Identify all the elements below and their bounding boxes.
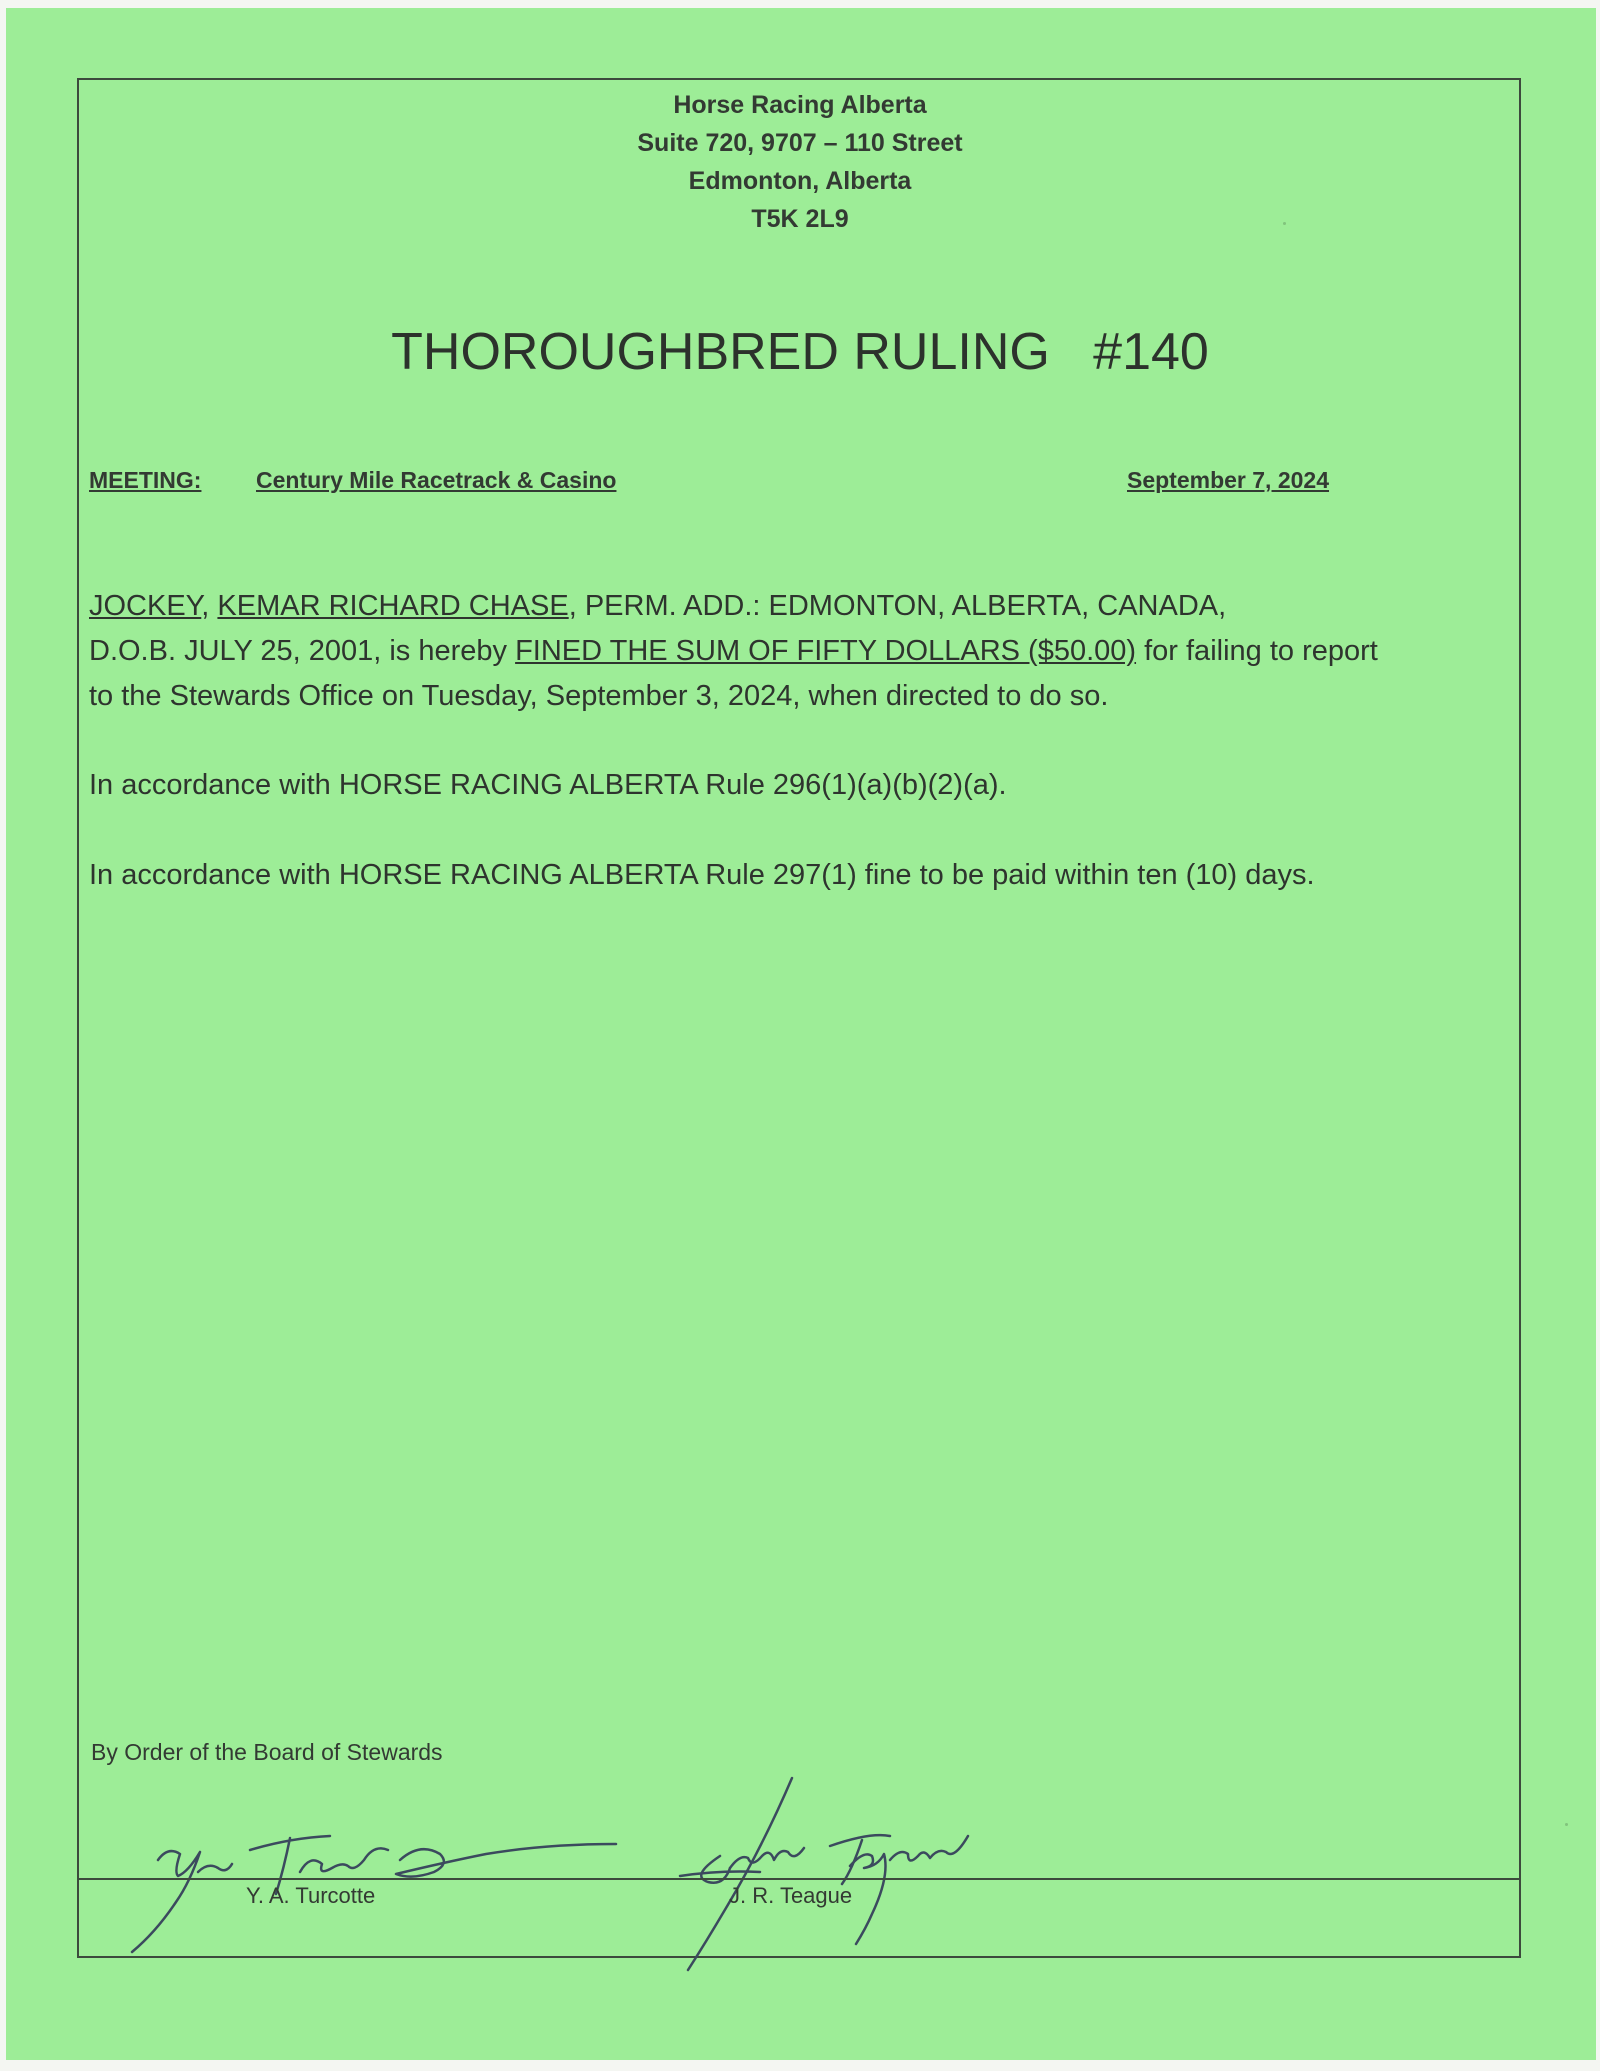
ruling-line-1: JOCKEY, KEMAR RICHARD CHASE, PERM. ADD.: EDMONTON, ALBERTA, CANADA, [89,590,1227,622]
ruling-title: THOROUGHBRED RULING #140 [391,323,1209,381]
rule-reference: In accordance with HORSE RACING ALBERTA Rule 296(1)(a)(b)(2)(a). [89,769,1007,801]
licensee-address: , PERM. ADD.: EDMONTON, ALBERTA, CANADA, [568,590,1227,622]
letterhead [0,86,1600,238]
licensee-role: JOCKEY [89,590,202,622]
postal-code: T5K 2L9 [751,205,849,233]
by-order-text: By Order of the Board of Stewards [91,1739,443,1765]
organization-name: Horse Racing Alberta [673,91,927,119]
ruling-line-2 [89,629,1529,674]
meeting-date: September 7, 2024 [1127,467,1330,493]
scan-speck [1565,1823,1568,1826]
payment-terms: In accordance with HORSE RACING ALBERTA Rule 297(1) fine to be paid within ten (10) days. [89,859,1315,891]
signature-rule [77,1878,1521,1880]
reason-text: for failing to report [1136,635,1378,667]
address-line-2: Edmonton, Alberta [688,167,912,195]
meeting-name: Century Mile Racetrack & Casino [256,467,617,493]
address-line-1: Suite 720, 9707 – 110 Street [637,129,963,157]
licensee-dob: D.O.B. JULY 25, 2001, is hereby [89,635,516,667]
meeting-label: MEETING: [89,467,202,493]
ruling-line-3: to the Stewards Office on Tuesday, September 3, 2024, when directed to do so. [89,680,1109,712]
steward-teague-name: J. R. Teague [729,1883,853,1908]
ruling-paragraph [89,584,1529,719]
penalty-text: FINED THE SUM OF FIFTY DOLLARS ($50.00) [515,635,1137,667]
licensee-name: KEMAR RICHARD CHASE [217,590,569,622]
scan-speck [1283,222,1286,225]
steward-turcotte-name: Y. A. Turcotte [246,1883,376,1908]
